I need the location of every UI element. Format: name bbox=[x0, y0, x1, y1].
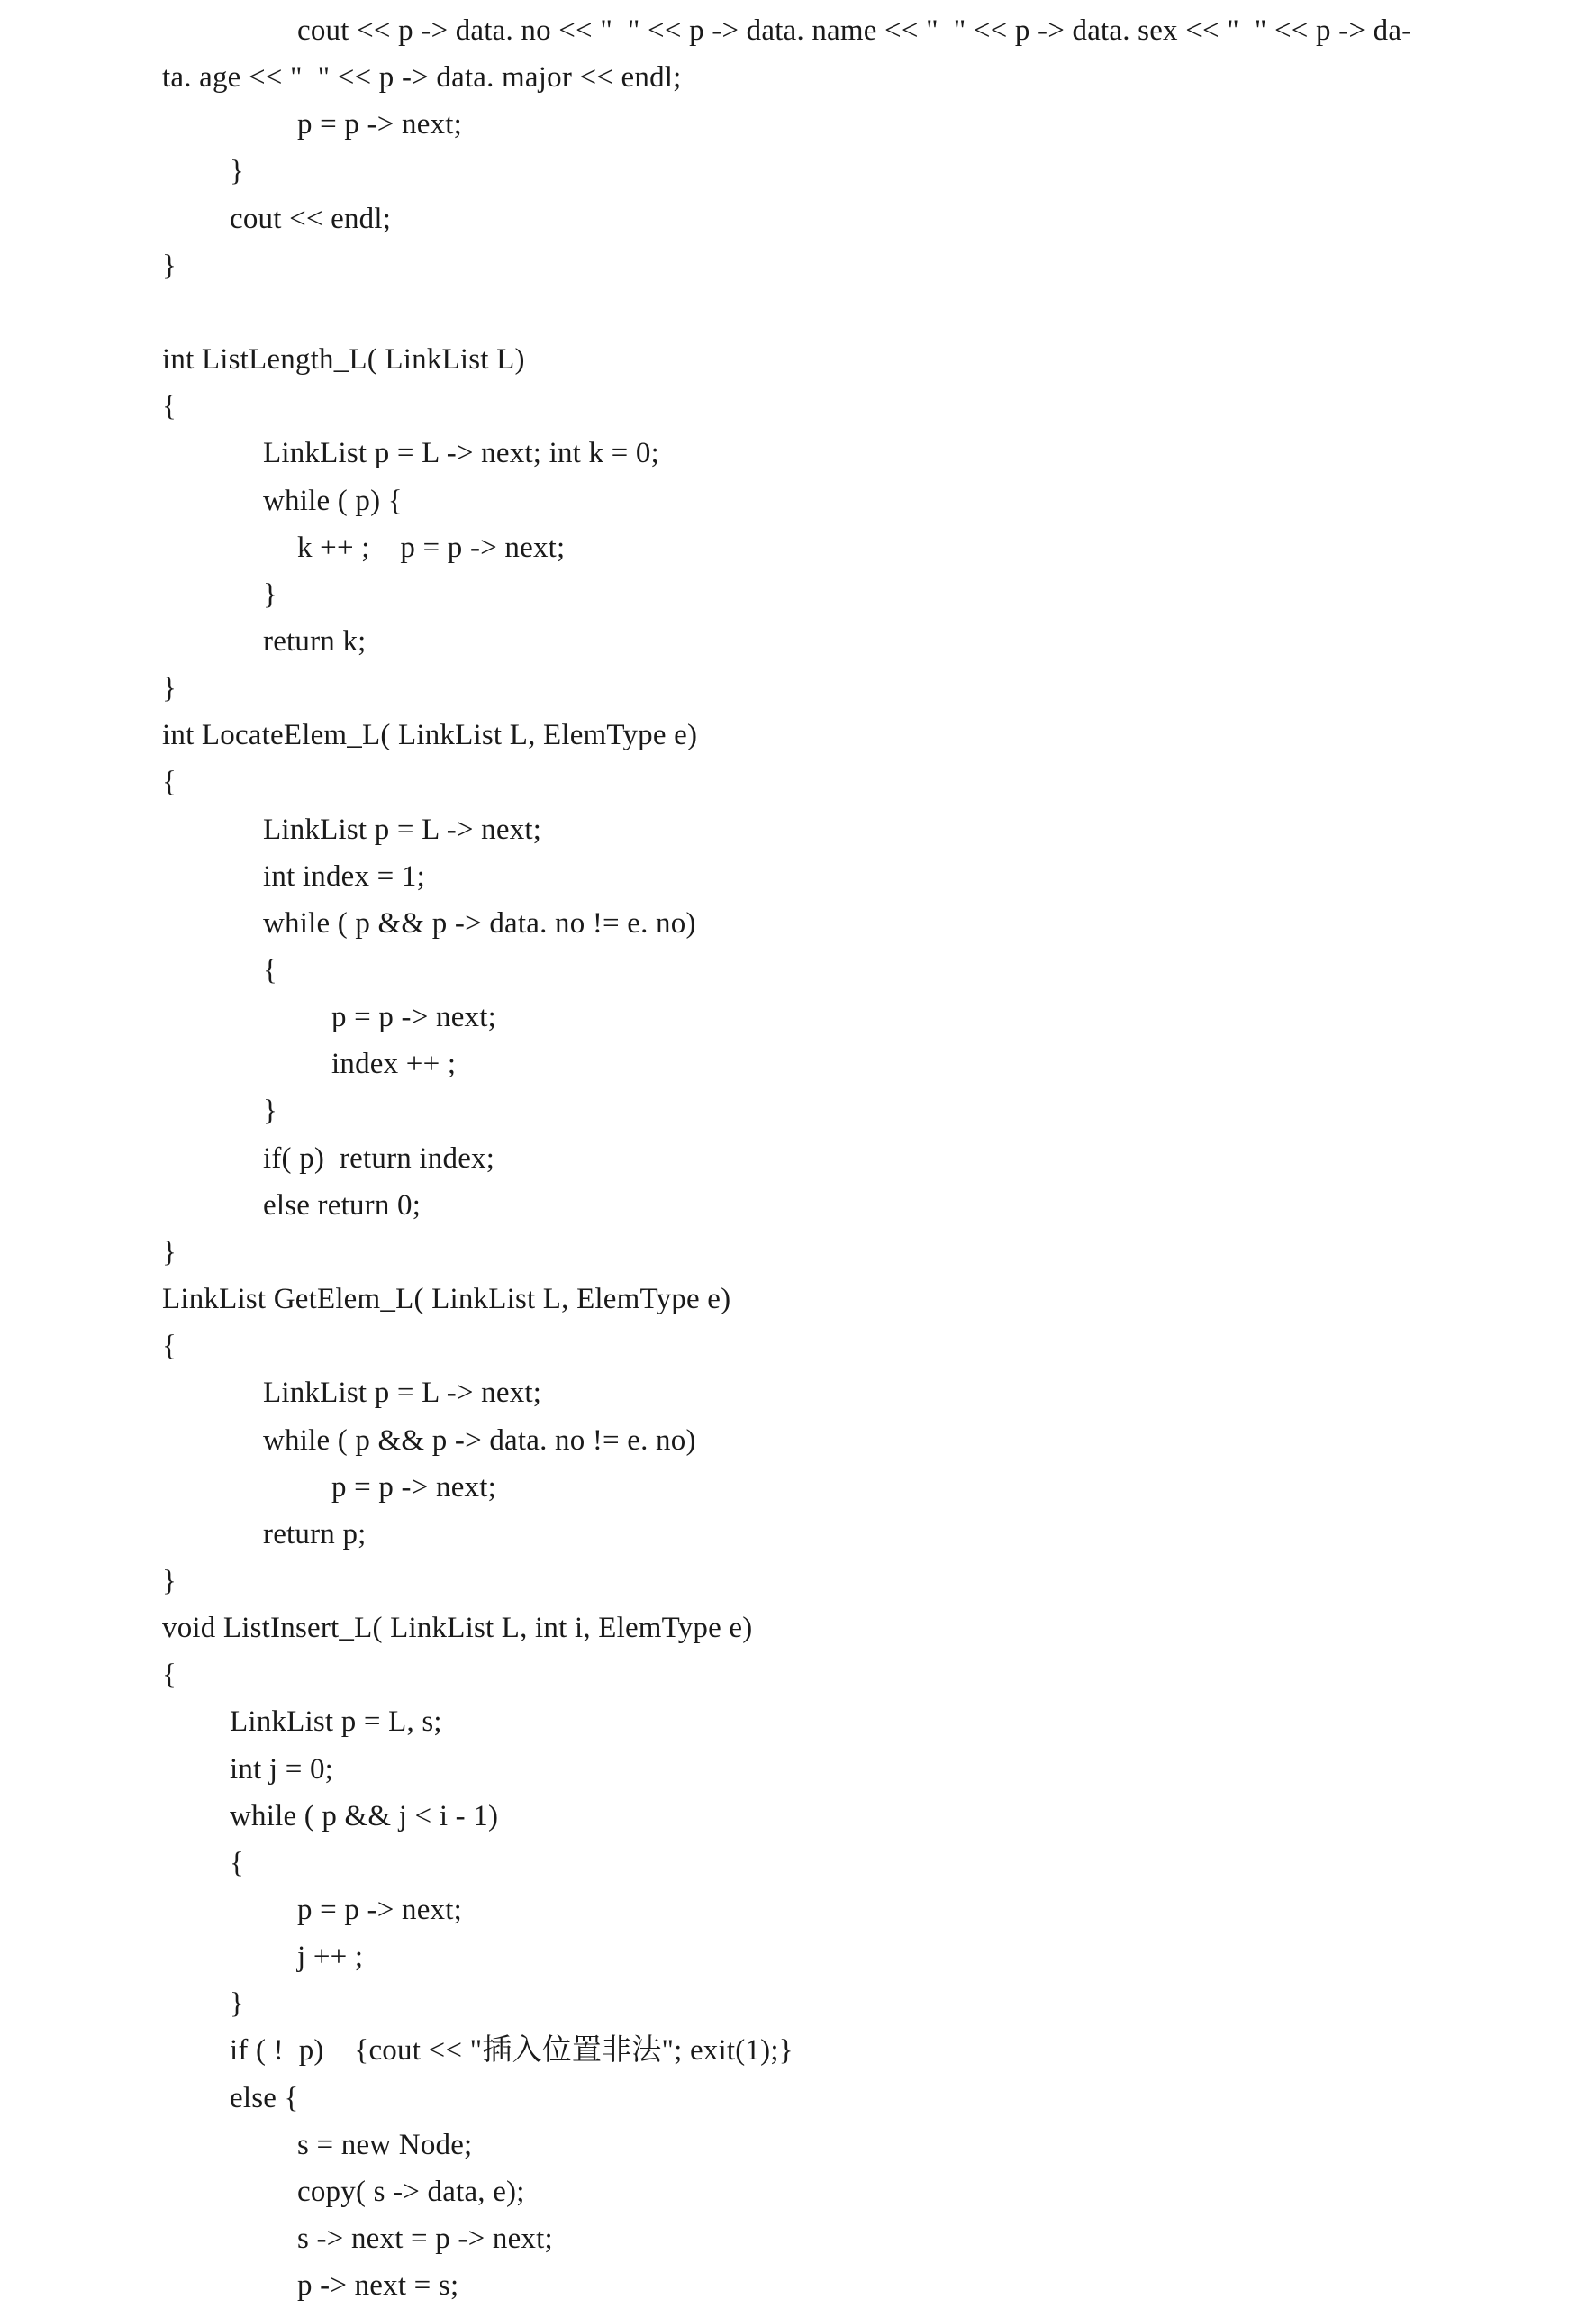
code-line: } bbox=[162, 1236, 177, 1268]
code-line: if ( ! p) {cout << "插入位置非法"; exit(1);} bbox=[230, 2034, 793, 2067]
code-line: s = new Node; bbox=[297, 2129, 473, 2161]
code-line: while ( p && p -> data. no != e. no) bbox=[263, 1424, 696, 1457]
code-line: while ( p && p -> data. no != e. no) bbox=[263, 907, 696, 940]
code-line: j ++ ; bbox=[297, 1941, 364, 1973]
code-line: { bbox=[162, 766, 177, 798]
code-line: } bbox=[263, 1095, 278, 1127]
code-line: } bbox=[230, 1987, 245, 2020]
code-line: p = p -> next; bbox=[297, 108, 462, 141]
code-line: k ++ ; p = p -> next; bbox=[297, 532, 566, 564]
code-line: p = p -> next; bbox=[297, 1894, 462, 1926]
code-line: if( p) return index; bbox=[263, 1142, 495, 1175]
code-line: p = p -> next; bbox=[331, 1471, 496, 1504]
code-line: { bbox=[162, 1659, 177, 1691]
code-line: cout << endl; bbox=[230, 203, 392, 235]
code-line: } bbox=[162, 672, 177, 705]
code-line: p -> next = s; bbox=[297, 2269, 459, 2302]
code-line: copy( s -> data, e); bbox=[297, 2176, 525, 2208]
code-line: LinkList GetElem_L( LinkList L, ElemType e) bbox=[162, 1283, 731, 1315]
code-line: { bbox=[162, 1330, 177, 1362]
code-line: { bbox=[162, 390, 177, 423]
code-line: LinkList p = L, s; bbox=[230, 1705, 442, 1738]
code-line: } bbox=[162, 250, 177, 282]
code-line: ta. age << " " << p -> data. major << endl; bbox=[162, 61, 682, 94]
code-line: int LocateElem_L( LinkList L, ElemType e) bbox=[162, 719, 698, 751]
code-line: cout << p -> data. no << " " << p -> data. name << " " << p -> data. sex << " " << p -> da- bbox=[297, 14, 1412, 47]
code-line: int ListLength_L( LinkList L) bbox=[162, 343, 525, 376]
code-line: int index = 1; bbox=[263, 860, 425, 893]
code-line: { bbox=[263, 954, 278, 986]
code-line: } bbox=[230, 155, 245, 187]
code-line: s -> next = p -> next; bbox=[297, 2223, 553, 2255]
code-line: { bbox=[230, 1847, 245, 1879]
code-line: else return 0; bbox=[263, 1189, 422, 1222]
code-line: p = p -> next; bbox=[331, 1001, 496, 1033]
code-line: return p; bbox=[263, 1518, 367, 1550]
code-line: LinkList p = L -> next; bbox=[263, 814, 542, 846]
code-line: while ( p && j < i - 1) bbox=[230, 1800, 499, 1832]
code-line: while ( p) { bbox=[263, 485, 403, 517]
code-line: } bbox=[263, 578, 278, 611]
code-line: else { bbox=[230, 2082, 299, 2114]
code-line: LinkList p = L -> next; bbox=[263, 1377, 542, 1409]
code-line: void ListInsert_L( LinkList L, int i, ElemType e) bbox=[162, 1612, 753, 1644]
code-line: } bbox=[162, 1565, 177, 1597]
code-line: LinkList p = L -> next; int k = 0; bbox=[263, 437, 659, 469]
code-line: return k; bbox=[263, 625, 367, 658]
code-line: int j = 0; bbox=[230, 1753, 334, 1786]
code-line: index ++ ; bbox=[331, 1048, 457, 1080]
